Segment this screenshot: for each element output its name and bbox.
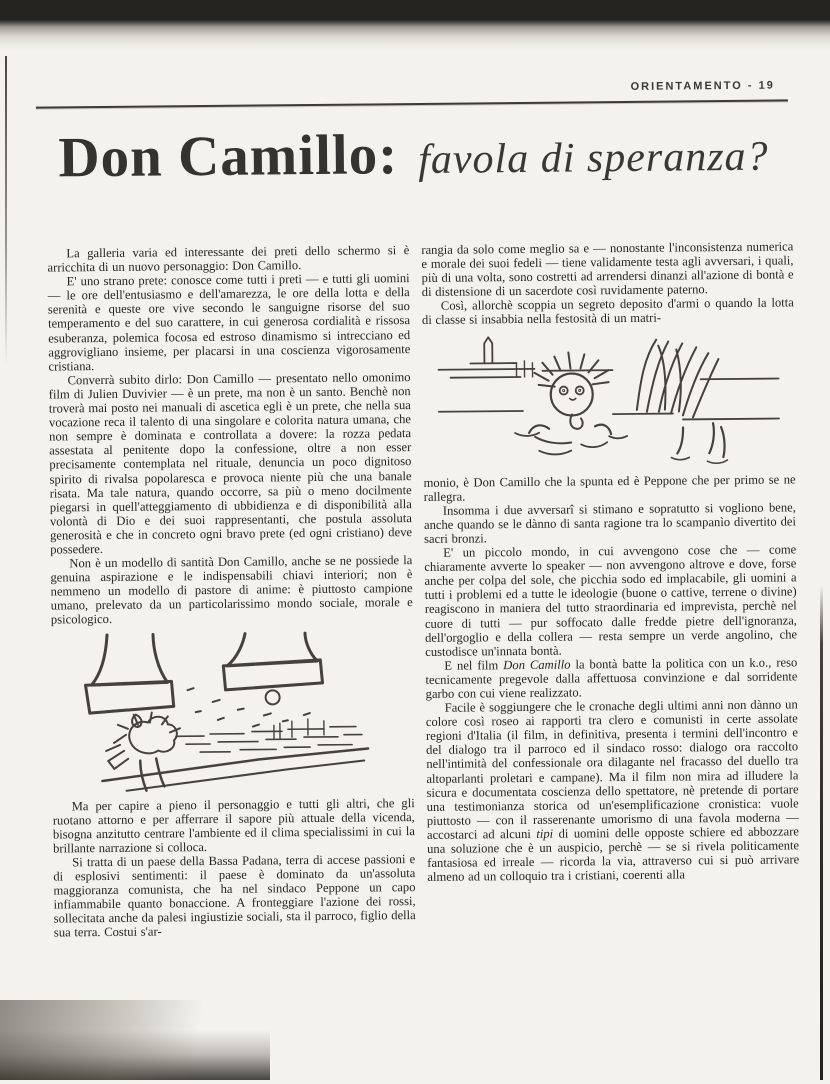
masthead-rule [36, 99, 788, 108]
right-column [421, 239, 799, 884]
paragraph: Converrà subito dirlo: Don Camillo — presentato nello omonimo film di Julien Duvivier — è un prete, ma non è un santo. Benchè non troverà mai posto nei manuali di ascetica egli è un prete, che nella sua vocazione reca il talento di una singolare e colorita natura umana, che non sempre è dominata e controllata a dovere: la rozza pedata assestata al penitente dopo la confessione, oltre a non esser precisamente contemplata nel rituale, denuncia un poco dignitoso spirito di rivalsa popolaresca e provoca niente più che una banale risata. Ma tale natura, quando occorre, sa più o meno docilmente piegarsi in quell'atteggiamento di ubbidienza e di disponibilità alla volontà di Dio e dei suoi rappresentanti, che postula assoluta generosità e che in concreto ogni bravo prete (ed ogni cristiano) deve possedere. [48, 369, 413, 557]
paragraph: E nel film Don Camillo la bontà batte la politica con un k.o., reso tecnicamente pregevole dalla affettuosa convinzione e dal sorridente garbo con cui viene realizzato. [425, 655, 798, 701]
left-column-text-bottom [53, 796, 416, 940]
paragraph: La galleria varia ed interessante dei preti dello schermo si è arricchita di un nuovo personaggio: Don Camillo. [47, 243, 410, 275]
paragraph: monio, è Don Camillo che la spunta ed è Peppone che per primo se ne rallegra. [423, 471, 796, 504]
paragraph: E' uno strano prete: conosce come tutti i preti — e tutti gli uomini — le ore dell'entusiasmo e dell'amarezza, le ore della lotta e della serenità e queste ore vive secondo le sanguigne risorse del suo temperamento e del suo carattere, in cui generosa cordialità e rissosa esuberanza, polemica focosa ed estroso dinamismo si intrecciano ed aggrovigliano insieme, per placarsi in una coscienza vigorosamente cristiana. [47, 271, 411, 374]
paragraph: E' un piccolo mondo, in cui avvengono cose che — come chiaramente avverte lo speaker — non avvengono altrove e dove, forse anche per colpa del sole, che picchia sodo ed implacabile, gli uomini a tutti i problemi ed a tutte le ideologie (buone o cattive, terrene o divine) reagiscono in maniera del tutto straordinaria ed imprevista, perchè nel cuore di tutti — pur soffocato dalle fredde pietre dell'ignoranza, dell'orgoglio e della collera — resta sempre un verde angolino, che custodisce un'innata bontà. [424, 542, 798, 659]
paragraph: Ma per capire a pieno il personaggio e tutti gli altri, che gli ruotano attorno e per afferrare il sapore più attuale della vicenda, bisogna anzitutto centrare l'ambiente ed il clima specialissimi in cui la brillante narrazione si colloca. [52, 795, 415, 856]
masthead-text: ORIENTAMENTO - 19 [630, 79, 775, 93]
article-title-subtitle: favola di speranza? [418, 133, 769, 183]
paragraph: Si tratta di un paese della Bassa Padana, terra di accese passioni e di esplosivi sentimenti: il paese è dominato da un'assoluta maggioranza comunista, che ha nel sindaco Peppone un capo infiammabile quanto bonaccione. A fronteggiare l'azione dei rossi, sollecitata anche da palesi ingiustizie sociali, sta il parroco, figlio della sua terra. Costui s'ar- [53, 851, 416, 940]
paragraph: Insomma i due avversarî si stimano e sopratutto si vogliono bene, anche quando se le dànno di santa ragione tra lo scampanìo divertito dei sacri bronzi. [423, 500, 797, 546]
article-title-main: Don Camillo: [58, 123, 399, 190]
river-boy-illustration [430, 330, 787, 471]
article-title [58, 118, 799, 190]
bells-village-illustration [67, 630, 399, 795]
paragraph: rangia da solo come meglio sa e — nonostante l'inconsistenza numerica e morale dei suoi fedeli — tiene validamente testa agli avversari, i quali, più di una volta, sono costretti ad arrendersi dinanzi all'azione di bontà e di distensione di un sacerdote così ruvidamente paterno. [421, 239, 794, 300]
paragraph: Non è un modello di santità Don Camillo, anche se ne possiede la genuina aspirazione e le indispensabili chiavi interiori; non è nemmeno un modello di pastore di anime: è piuttosto campione umano, prelevato da un particolarissimo mondo sociale, morale e psicologico. [50, 553, 413, 627]
paragraph: Facile è soggiungere che le cronache degli ultimi anni non dànno un colore così roseo ai rapporti tra clero e comunisti in certe assolate regioni d'Italia (il film, in definitiva, presenta i termini dell'incontro e del dialogo tra il parroco ed il sindaco rosso: dialogo ora raccolto nell'intimità del confessionale ora dilagante nel fracasso del duello tra altoparlanti proletari e campane). Ma il film non mira ad illudere la sicura e documentata coscienza dello spettatore, nè pretende di portare una testimonianza storica od un'esemplificazione cronistica: vuole piuttosto — con il rasserenante umorismo di una favola moderna — accostarci ad alcuni tipi di uomini delle opposte schiere ed abbozzare una soluzione che è un auspicio, perchè — se si rivela politicamente fantasiosa ed irreale — ricorda la via, attraverso cui si può arrivare almeno ad un colloquio tra i cristiani, coerenti alla [425, 697, 800, 885]
paragraph: Così, allorchè scoppia un segreto deposito d'armi o quando la lotta di classe si insabbia nella festosità di un matri- [421, 295, 794, 328]
right-column-text-bottom [424, 472, 800, 884]
right-column-text-top [421, 239, 794, 327]
left-column [47, 243, 416, 940]
left-column-text-top [47, 243, 413, 627]
